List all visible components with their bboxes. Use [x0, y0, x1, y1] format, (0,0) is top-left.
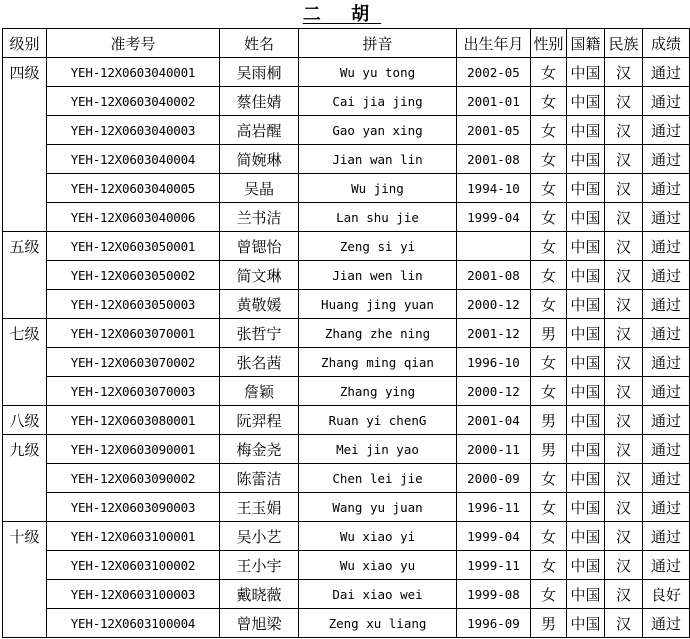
ethnicity-cell: 汉: [605, 319, 643, 348]
nationality-cell: 中国: [567, 609, 605, 638]
name-cell: 吴小艺: [220, 522, 299, 551]
pinyin-cell: Wu yu tong: [299, 58, 457, 87]
nationality-cell: 中国: [567, 406, 605, 435]
col-header-birth: 出生年月: [457, 29, 531, 58]
col-header-level: 级别: [3, 29, 47, 58]
gender-cell: 女: [531, 145, 567, 174]
exam-no-cell: YEH-12X0603100001: [47, 522, 220, 551]
result-cell: 通过: [643, 464, 690, 493]
birth-cell: 2000-12: [457, 377, 531, 406]
level-cell: [3, 551, 47, 580]
pinyin-cell: Wu xiao yu: [299, 551, 457, 580]
gender-cell: 女: [531, 290, 567, 319]
birth-cell: 2000-09: [457, 464, 531, 493]
birth-cell: 2001-08: [457, 261, 531, 290]
nationality-cell: 中国: [567, 580, 605, 609]
gender-cell: 男: [531, 435, 567, 464]
pinyin-cell: Cai jia jing: [299, 87, 457, 116]
gender-cell: 女: [531, 522, 567, 551]
pinyin-cell: Wang yu juan: [299, 493, 457, 522]
exam-no-cell: YEH-12X0603090001: [47, 435, 220, 464]
birth-cell: 1999-04: [457, 522, 531, 551]
level-cell: [3, 290, 47, 319]
table-row: [3, 58, 690, 87]
ethnicity-cell: 汉: [605, 609, 643, 638]
result-cell: 通过: [643, 174, 690, 203]
table-header-row: [3, 29, 690, 58]
col-header-name: 姓名: [220, 29, 299, 58]
result-cell: 通过: [643, 522, 690, 551]
ethnicity-cell: 汉: [605, 203, 643, 232]
birth-cell: 1996-10: [457, 348, 531, 377]
pinyin-cell: Zhang ying: [299, 377, 457, 406]
gender-cell: 女: [531, 174, 567, 203]
exam-no-cell: YEH-12X0603100002: [47, 551, 220, 580]
ethnicity-cell: 汉: [605, 493, 643, 522]
nationality-cell: 中国: [567, 464, 605, 493]
birth-cell: 1994-10: [457, 174, 531, 203]
level-cell: 七级: [3, 319, 47, 348]
pinyin-cell: Mei jin yao: [299, 435, 457, 464]
nationality-cell: 中国: [567, 261, 605, 290]
gender-cell: 女: [531, 261, 567, 290]
table-row: [3, 406, 690, 435]
nationality-cell: 中国: [567, 87, 605, 116]
birth-cell: 2001-08: [457, 145, 531, 174]
ethnicity-cell: 汉: [605, 58, 643, 87]
col-header-gender: 性别: [531, 29, 567, 58]
level-cell: [3, 261, 47, 290]
gender-cell: 男: [531, 406, 567, 435]
name-cell: 戴晓薇: [220, 580, 299, 609]
table-row: [3, 87, 690, 116]
exam-no-cell: YEH-12X0603050003: [47, 290, 220, 319]
table-row: [3, 493, 690, 522]
gender-cell: 女: [531, 464, 567, 493]
name-cell: 高岩醒: [220, 116, 299, 145]
nationality-cell: 中国: [567, 116, 605, 145]
exam-no-cell: YEH-12X0603040006: [47, 203, 220, 232]
birth-cell: 2001-01: [457, 87, 531, 116]
level-cell: [3, 116, 47, 145]
result-cell: 通过: [643, 319, 690, 348]
level-cell: [3, 580, 47, 609]
exam-no-cell: YEH-12X0603070003: [47, 377, 220, 406]
ethnicity-cell: 汉: [605, 551, 643, 580]
result-cell: 良好: [643, 580, 690, 609]
exam-no-cell: YEH-12X0603070001: [47, 319, 220, 348]
col-header-result: 成绩: [643, 29, 690, 58]
name-cell: 兰书洁: [220, 203, 299, 232]
gender-cell: 女: [531, 203, 567, 232]
pinyin-cell: Chen lei jie: [299, 464, 457, 493]
table-body: [3, 58, 690, 638]
col-header-exam-no: 准考号: [47, 29, 220, 58]
exam-no-cell: YEH-12X0603050001: [47, 232, 220, 261]
table-row: [3, 145, 690, 174]
ethnicity-cell: 汉: [605, 116, 643, 145]
ethnicity-cell: 汉: [605, 174, 643, 203]
result-cell: 通过: [643, 406, 690, 435]
name-cell: 王玉娟: [220, 493, 299, 522]
table-row: [3, 348, 690, 377]
nationality-cell: 中国: [567, 551, 605, 580]
pinyin-cell: Wu xiao yi: [299, 522, 457, 551]
name-cell: 曾锶怡: [220, 232, 299, 261]
ethnicity-cell: 汉: [605, 145, 643, 174]
gender-cell: 女: [531, 348, 567, 377]
name-cell: 王小宇: [220, 551, 299, 580]
gender-cell: 女: [531, 232, 567, 261]
name-cell: 梅金尧: [220, 435, 299, 464]
table-row: [3, 174, 690, 203]
nationality-cell: 中国: [567, 377, 605, 406]
col-header-ethnicity: 民族: [605, 29, 643, 58]
ethnicity-cell: 汉: [605, 377, 643, 406]
table-row: [3, 290, 690, 319]
exam-no-cell: YEH-12X0603090003: [47, 493, 220, 522]
nationality-cell: 中国: [567, 493, 605, 522]
pinyin-cell: Zhang zhe ning: [299, 319, 457, 348]
pinyin-cell: Gao yan xing: [299, 116, 457, 145]
name-cell: 张名茜: [220, 348, 299, 377]
name-cell: 曾旭梁: [220, 609, 299, 638]
nationality-cell: 中国: [567, 319, 605, 348]
level-cell: [3, 493, 47, 522]
level-cell: [3, 87, 47, 116]
level-cell: 五级: [3, 232, 47, 261]
table-row: [3, 609, 690, 638]
nationality-cell: 中国: [567, 522, 605, 551]
pinyin-cell: Zeng xu liang: [299, 609, 457, 638]
col-header-pinyin: 拼音: [299, 29, 457, 58]
result-cell: 通过: [643, 493, 690, 522]
gender-cell: 女: [531, 551, 567, 580]
ethnicity-cell: 汉: [605, 261, 643, 290]
exam-no-cell: YEH-12X0603080001: [47, 406, 220, 435]
pinyin-cell: Lan shu jie: [299, 203, 457, 232]
level-cell: [3, 174, 47, 203]
gender-cell: 女: [531, 580, 567, 609]
level-cell: 十级: [3, 522, 47, 551]
pinyin-cell: Ruan yi chenG: [299, 406, 457, 435]
gender-cell: 男: [531, 319, 567, 348]
pinyin-cell: Jian wan lin: [299, 145, 457, 174]
result-cell: 通过: [643, 551, 690, 580]
result-cell: 通过: [643, 145, 690, 174]
name-cell: 蔡佳婧: [220, 87, 299, 116]
exam-no-cell: YEH-12X0603090002: [47, 464, 220, 493]
name-cell: 简文琳: [220, 261, 299, 290]
result-cell: 通过: [643, 348, 690, 377]
gender-cell: 女: [531, 58, 567, 87]
result-cell: 通过: [643, 203, 690, 232]
ethnicity-cell: 汉: [605, 87, 643, 116]
table-row: [3, 261, 690, 290]
nationality-cell: 中国: [567, 58, 605, 87]
birth-cell: 2001-05: [457, 116, 531, 145]
exam-no-cell: YEH-12X0603040005: [47, 174, 220, 203]
birth-cell: 1996-09: [457, 609, 531, 638]
birth-cell: 2001-04: [457, 406, 531, 435]
result-cell: 通过: [643, 609, 690, 638]
name-cell: 阮羿程: [220, 406, 299, 435]
gender-cell: 女: [531, 493, 567, 522]
nationality-cell: 中国: [567, 232, 605, 261]
table-row: [3, 522, 690, 551]
nationality-cell: 中国: [567, 435, 605, 464]
level-cell: [3, 145, 47, 174]
name-cell: 詹颖: [220, 377, 299, 406]
col-header-nationality: 国籍: [567, 29, 605, 58]
ethnicity-cell: 汉: [605, 580, 643, 609]
nationality-cell: 中国: [567, 174, 605, 203]
level-cell: 四级: [3, 58, 47, 87]
birth-cell: 1999-11: [457, 551, 531, 580]
exam-no-cell: YEH-12X0603040003: [47, 116, 220, 145]
result-cell: 通过: [643, 232, 690, 261]
table-row: [3, 116, 690, 145]
exam-no-cell: YEH-12X0603050002: [47, 261, 220, 290]
name-cell: 黄敬媛: [220, 290, 299, 319]
gender-cell: 女: [531, 116, 567, 145]
table-row: [3, 319, 690, 348]
table-row: [3, 203, 690, 232]
nationality-cell: 中国: [567, 203, 605, 232]
pinyin-cell: Zeng si yi: [299, 232, 457, 261]
birth-cell: 1996-11: [457, 493, 531, 522]
result-cell: 通过: [643, 116, 690, 145]
result-cell: 通过: [643, 261, 690, 290]
ethnicity-cell: 汉: [605, 290, 643, 319]
gender-cell: 男: [531, 609, 567, 638]
birth-cell: 2000-12: [457, 290, 531, 319]
level-cell: [3, 348, 47, 377]
nationality-cell: 中国: [567, 145, 605, 174]
level-cell: 八级: [3, 406, 47, 435]
page-title: 二 胡: [302, 4, 382, 25]
pinyin-cell: Dai xiao wei: [299, 580, 457, 609]
ethnicity-cell: 汉: [605, 464, 643, 493]
name-cell: 吴晶: [220, 174, 299, 203]
level-cell: 九级: [3, 435, 47, 464]
table-row: [3, 377, 690, 406]
result-cell: 通过: [643, 377, 690, 406]
nationality-cell: 中国: [567, 348, 605, 377]
nationality-cell: 中国: [567, 290, 605, 319]
ethnicity-cell: 汉: [605, 232, 643, 261]
birth-cell: 2000-11: [457, 435, 531, 464]
pinyin-cell: Jian wen lin: [299, 261, 457, 290]
name-cell: 吴雨桐: [220, 58, 299, 87]
results-table: [2, 28, 690, 638]
level-cell: [3, 609, 47, 638]
ethnicity-cell: 汉: [605, 406, 643, 435]
result-cell: 通过: [643, 58, 690, 87]
result-cell: 通过: [643, 290, 690, 319]
birth-cell: 1999-04: [457, 203, 531, 232]
birth-cell: 1999-08: [457, 580, 531, 609]
birth-cell: [457, 232, 531, 261]
birth-cell: 2001-12: [457, 319, 531, 348]
table-row: [3, 580, 690, 609]
ethnicity-cell: 汉: [605, 348, 643, 377]
name-cell: 陈蕾洁: [220, 464, 299, 493]
level-cell: [3, 464, 47, 493]
table-row: [3, 464, 690, 493]
ethnicity-cell: 汉: [605, 522, 643, 551]
exam-no-cell: YEH-12X0603040001: [47, 58, 220, 87]
table-row: [3, 551, 690, 580]
birth-cell: 2002-05: [457, 58, 531, 87]
ethnicity-cell: 汉: [605, 435, 643, 464]
pinyin-cell: Zhang ming qian: [299, 348, 457, 377]
gender-cell: 女: [531, 87, 567, 116]
exam-no-cell: YEH-12X0603070002: [47, 348, 220, 377]
level-cell: [3, 203, 47, 232]
pinyin-cell: Wu jing: [299, 174, 457, 203]
name-cell: 张哲宁: [220, 319, 299, 348]
table-row: [3, 435, 690, 464]
result-cell: 通过: [643, 435, 690, 464]
gender-cell: 女: [531, 377, 567, 406]
pinyin-cell: Huang jing yuan: [299, 290, 457, 319]
result-cell: 通过: [643, 87, 690, 116]
exam-no-cell: YEH-12X0603040004: [47, 145, 220, 174]
exam-no-cell: YEH-12X0603040002: [47, 87, 220, 116]
exam-no-cell: YEH-12X0603100003: [47, 580, 220, 609]
level-cell: [3, 377, 47, 406]
table-row: [3, 232, 690, 261]
name-cell: 简婉琳: [220, 145, 299, 174]
exam-no-cell: YEH-12X0603100004: [47, 609, 220, 638]
